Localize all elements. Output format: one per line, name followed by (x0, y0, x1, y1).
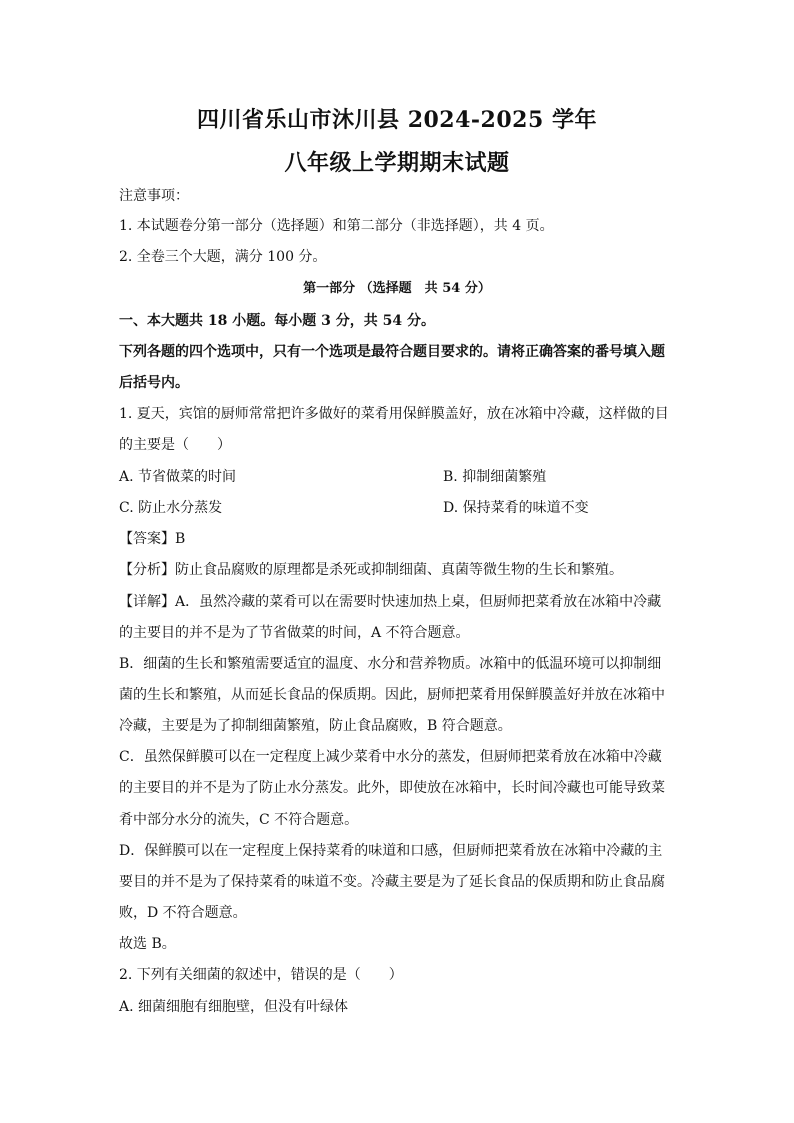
q1-detail-d-line-1: D．保鲜膜可以在一定程度上保持菜肴的味道和口感，但厨师把菜肴放在冰箱中冷藏的主 (119, 843, 663, 859)
q1-option-a: A. 节省做菜的时间 (119, 469, 237, 485)
q1-detail-c-line-1: C．虽然保鲜膜可以在一定程度上减少菜肴中水分的蒸发，但厨师把菜肴放在冰箱中冷藏 (119, 749, 662, 765)
q1-detail-a-line-1: 【详解】A．虽然冷藏的菜肴可以在需要时快速加热上桌，但厨师把菜肴放在冰箱中冷藏 (119, 594, 662, 610)
section-title: 一、本大题共 18 小题。每小题 3 分，共 54 分。 (119, 313, 435, 329)
q1-detail-c-line-3: 肴中部分水分的流失，C 不符合题意。 (119, 812, 359, 828)
q1-detail-d-line-2: 要目的并不是为了保持菜肴的味道不变。冷藏主要是为了延长食品的保质期和防止食品腐 (119, 874, 665, 890)
instruction-line-2: 后括号内。 (119, 375, 189, 391)
instruction-line-1: 下列各题的四个选项中，只有一个选项是最符合题目要求的。请将正确答案的番号填入题 (119, 344, 665, 360)
q2-stem: 2. 下列有关细菌的叙述中，错误的是（ ） (119, 967, 403, 983)
part1-heading: 第一部分 （选择题 共 54 分） (303, 281, 491, 296)
q1-detail-d-line-3: 败，D 不符合题意。 (119, 905, 247, 921)
q1-answer: 【答案】B (119, 531, 186, 547)
q1-detail-a-line-2: 的主要目的并不是为了节省做菜的时间，A 不符合题意。 (119, 625, 470, 641)
q1-detail-b-line-1: B．细菌的生长和繁殖需要适宜的温度、水分和营养物质。冰箱中的低温环境可以抑制细 (119, 656, 662, 672)
q1-option-d: D. 保持菜肴的味道不变 (443, 500, 589, 516)
notes-item-1: 1. 本试题卷分第一部分（选择题）和第二部分（非选择题），共 4 页。 (119, 218, 554, 234)
q1-detail-b-line-3: 冷藏，主要是为了抑制细菌繁殖，防止食品腐败，B 符合题意。 (119, 718, 512, 734)
exam-title-line1: 四川省乐山市沐川县 2024-2025 学年 (197, 107, 597, 133)
notes-heading: 注意事项： (119, 188, 189, 204)
q1-option-c: C. 防止水分蒸发 (119, 500, 223, 516)
q1-stem-line-2: 的主要是（ ） (119, 437, 231, 453)
q1-stem-line-1: 1. 夏天，宾馆的厨师常常把许多做好的菜肴用保鲜膜盖好，放在冰箱中冷藏，这样做的目 (119, 406, 669, 422)
q1-detail-c-line-2: 的主要目的并不是为了防止水分蒸发。此外，即使放在冰箱中，长时间冷藏也可能导致菜 (119, 780, 665, 796)
q2-option-a: A. 细菌细胞有细胞壁，但没有叶绿体 (119, 999, 349, 1015)
q1-detail-b-line-2: 菌的生长和繁殖，从而延长食品的保质期。因此，厨师把菜肴用保鲜膜盖好并放在冰箱中 (119, 687, 665, 703)
exam-title-line2: 八年级上学期期末试题 (284, 150, 510, 176)
q1-option-b: B. 抑制细菌繁殖 (443, 469, 547, 485)
notes-item-2: 2. 全卷三个大题，满分 100 分。 (119, 249, 327, 265)
q1-analysis: 【分析】防止食品腐败的原理都是杀死或抑制细菌、真菌等微生物的生长和繁殖。 (119, 562, 623, 578)
q1-conclusion: 故选 B。 (119, 936, 176, 952)
